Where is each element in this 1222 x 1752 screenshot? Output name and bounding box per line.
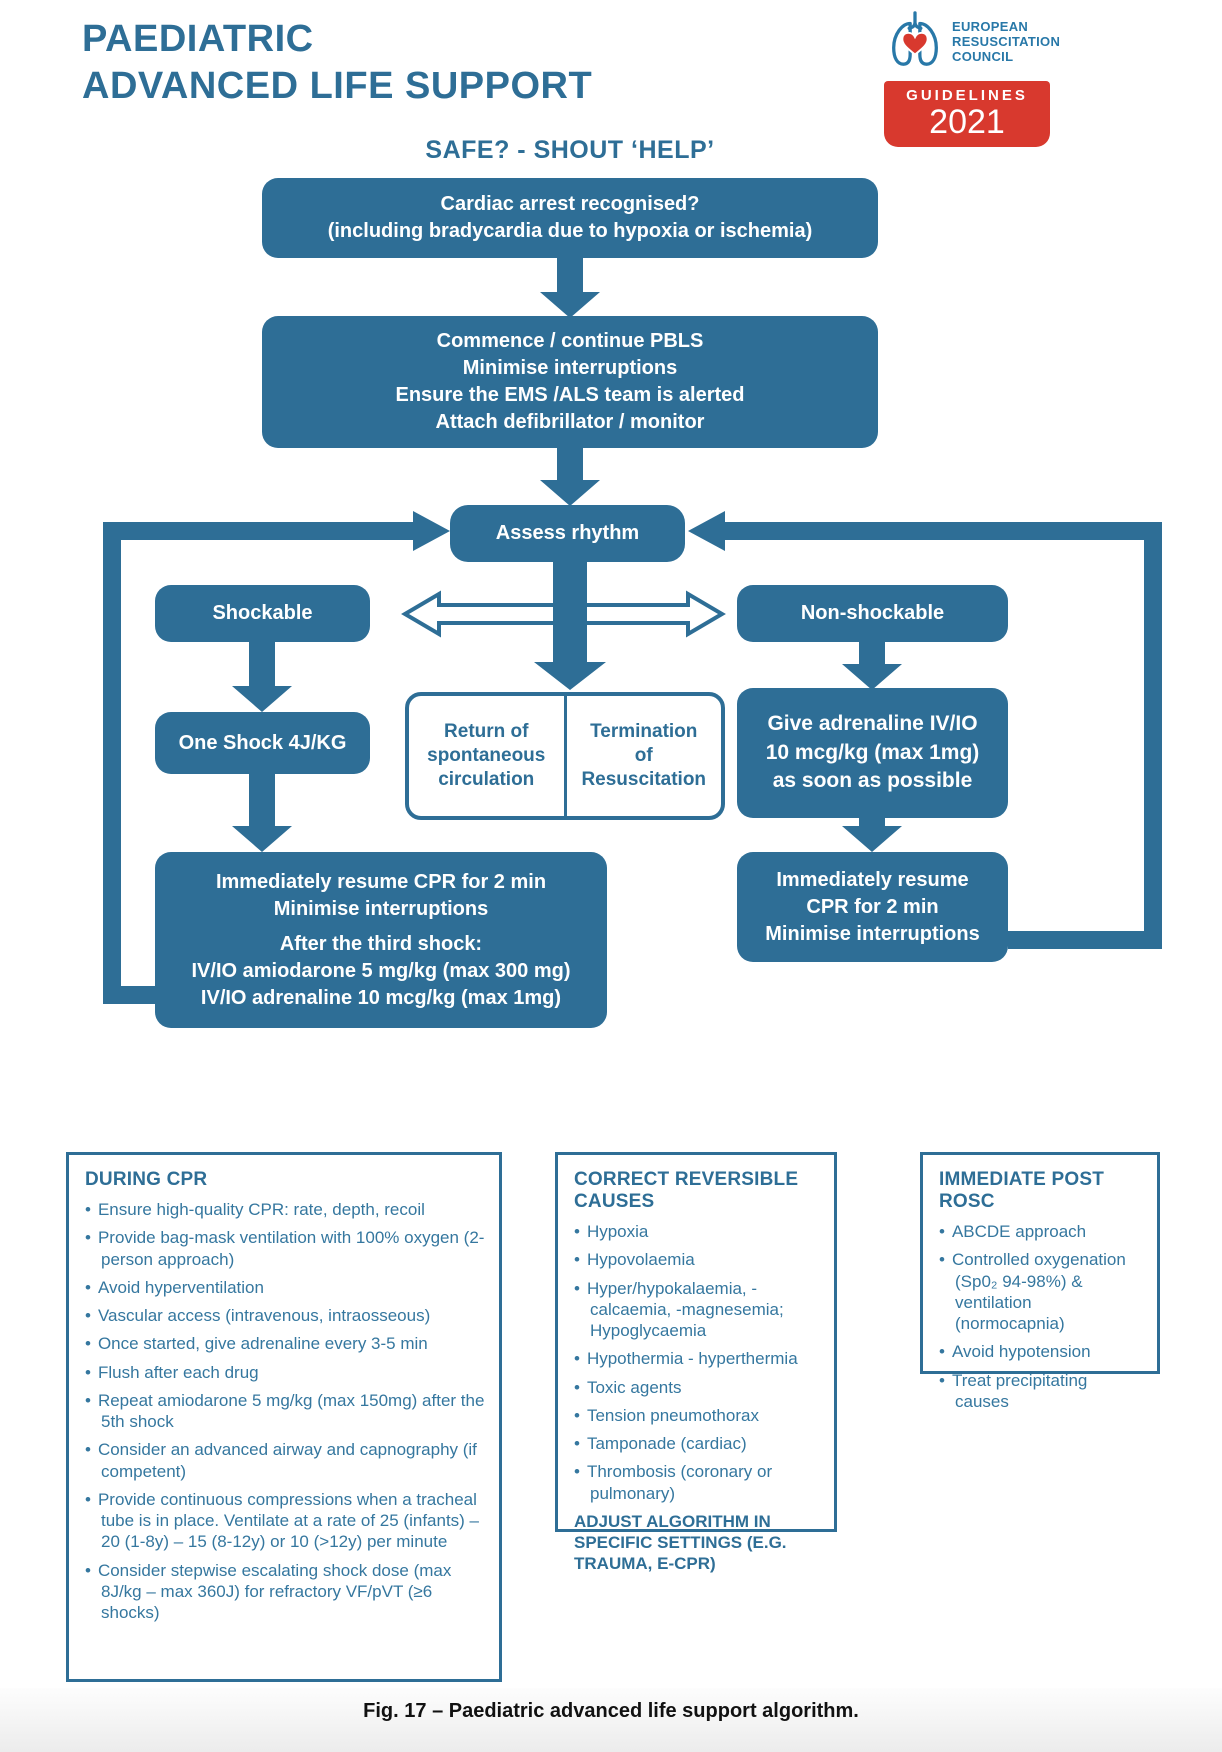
resume-cpr-shockable-bottom xyxy=(191,931,570,1012)
termination-line: of xyxy=(634,745,653,767)
arrow-adrenaline-to-resume xyxy=(842,816,902,852)
post-rosc-panel xyxy=(920,1152,1160,1411)
during-cpr-item: • Ensure high-quality CPR: rate, depth, recoil xyxy=(85,1199,485,1220)
safety-heading: SAFE? - SHOUT ‘HELP’ xyxy=(425,136,715,164)
give-adrenaline-line: Give adrenaline IV/IO xyxy=(767,712,978,736)
commence-pbls-line: Ensure the EMS /ALS team is alerted xyxy=(395,384,745,406)
post-rosc-item: • Avoid hypotension xyxy=(939,1341,1143,1362)
reversible-causes-panel xyxy=(555,1152,837,1574)
post-rosc-list xyxy=(939,1221,1143,1412)
arrow-pbls-to-assess xyxy=(540,446,600,506)
rosc-line: Return of xyxy=(444,721,529,743)
rosc-line: circulation xyxy=(438,768,535,790)
assess-rhythm-box xyxy=(450,505,685,562)
commence-pbls-box xyxy=(262,316,878,448)
resume-cpr-line: Minimise interruptions xyxy=(273,897,489,920)
return-of-spontaneous-circulation-cell xyxy=(409,696,567,816)
arrow-cardiac-to-pbls xyxy=(540,256,600,318)
post-rosc-item: • Treat precipitating causes xyxy=(939,1370,1143,1413)
resume-cpr-nonshockable-box xyxy=(737,852,1008,962)
during-cpr-item: • Repeat amiodarone 5 mg/kg (max 150mg) after the 5th shock xyxy=(85,1390,485,1433)
post-rosc-item: • Controlled oxygenation (Sp0₂ 94-98%) & ventilation (normocapnia) xyxy=(939,1249,1143,1334)
commence-pbls-line: Attach defibrillator / monitor xyxy=(435,411,705,433)
erc-lungs-heart-logo-icon xyxy=(884,8,946,75)
non-shockable-box xyxy=(737,585,1008,642)
during-cpr-item: • Consider stepwise escalating shock dose (max 8J/kg – max 360J) for refractory VF/pVT (≥6 shocks) xyxy=(85,1560,485,1624)
during-cpr-item: • Vascular access (intravenous, intraosseous) xyxy=(85,1305,485,1326)
reversible-causes-item: • Hypoxia xyxy=(574,1221,820,1242)
arrow-shockable-to-oneshock xyxy=(232,640,292,712)
reversible-causes-item: • Thrombosis (coronary or pulmonary) xyxy=(574,1461,820,1504)
termination-of-resuscitation-cell xyxy=(567,696,722,816)
during-cpr-item: • Flush after each drug xyxy=(85,1362,485,1383)
reversible-causes-title: CORRECT REVERSIBLE CAUSES xyxy=(574,1169,799,1212)
give-adrenaline-line: as soon as possible xyxy=(772,769,973,793)
during-cpr-panel xyxy=(66,1152,502,1682)
commence-pbls-line: Commence / continue PBLS xyxy=(436,330,704,352)
resume-cpr-line: IV/IO amiodarone 5 mg/kg (max 300 mg) xyxy=(191,959,571,982)
shockable-label: Shockable xyxy=(212,602,313,624)
commence-pbls-line: Minimise interruptions xyxy=(462,357,678,379)
resume-cpr-line: IV/IO adrenaline 10 mcg/kg (max 1mg) xyxy=(200,986,562,1009)
give-adrenaline-box xyxy=(737,688,1008,818)
reversible-causes-item: • Tension pneumothorax xyxy=(574,1405,820,1426)
adjust-algorithm-note: ADJUST ALGORITHM IN SPECIFIC SETTINGS (E.G. TRAUMA, E-CPR) xyxy=(574,1511,787,1574)
resume-cpr-line: After the third shock: xyxy=(279,932,483,955)
during-cpr-title: DURING CPR xyxy=(85,1169,208,1190)
erc-org-name-line: EUROPEAN xyxy=(952,18,1029,34)
during-cpr-item: • Provide continuous compressions when a tracheal tube is in place. Ventilate at a rate of 25 (infants) – 20 (1-8y) – 15 (8-12y) or 10 (>12y) per minute xyxy=(85,1489,485,1553)
cardiac-arrest-box xyxy=(262,178,878,258)
figure-caption: Fig. 17 – Paediatric advanced life support algorithm. xyxy=(363,1700,859,1722)
post-rosc-title: IMMEDIATE POST ROSC xyxy=(939,1169,1105,1212)
rosc-termination-box xyxy=(405,692,725,820)
arrow-nonshockable-to-adrenaline xyxy=(842,640,902,690)
page-title xyxy=(82,16,592,110)
guidelines-2021-badge xyxy=(884,81,1050,147)
erc-org-name-line: COUNCIL xyxy=(952,49,1014,65)
cardiac-arrest-line: Cardiac arrest recognised? xyxy=(440,193,700,215)
arrow-oneshock-to-resume xyxy=(232,772,292,852)
reversible-causes-list xyxy=(574,1221,820,1504)
during-cpr-item: • Provide bag-mask ventilation with 100% oxygen (2-person approach) xyxy=(85,1227,485,1270)
shockable-box xyxy=(155,585,370,642)
reversible-causes-item: • Tamponade (cardiac) xyxy=(574,1433,820,1454)
guidelines-label: GUIDELINES xyxy=(906,87,1028,104)
termination-line: Termination xyxy=(590,721,698,743)
during-cpr-list xyxy=(85,1199,485,1623)
resume-cpr-line: Immediately resume CPR for 2 min xyxy=(215,870,547,893)
during-cpr-item: • Avoid hyperventilation xyxy=(85,1277,485,1298)
post-rosc-item: • ABCDE approach xyxy=(939,1221,1143,1242)
non-shockable-label: Non-shockable xyxy=(800,602,945,624)
resume-cpr-line: CPR for 2 min xyxy=(806,895,939,918)
give-adrenaline-line: 10 mcg/kg (max 1mg) xyxy=(765,740,980,764)
erc-logo xyxy=(884,8,1061,147)
during-cpr-item: • Consider an advanced airway and capnography (if competent) xyxy=(85,1439,485,1482)
cardiac-arrest-line: (including bradycardia due to hypoxia or ischemia) xyxy=(327,220,813,242)
one-shock-label: One Shock 4J/KG xyxy=(178,731,347,754)
reversible-causes-item: • Hypothermia - hyperthermia xyxy=(574,1348,820,1369)
erc-org-name-line: RESUSCITATION xyxy=(952,33,1061,49)
reversible-causes-item: • Hyper/hypokalaemia, -calcaemia, -magnesemia; Hypoglycaemia xyxy=(574,1278,820,1342)
assess-rhythm-label: Assess rhythm xyxy=(495,522,640,544)
arrow-assess-to-rosc xyxy=(534,555,606,690)
guidelines-year: 2021 xyxy=(929,103,1005,141)
reversible-causes-item: • Toxic agents xyxy=(574,1377,820,1398)
termination-line: Resuscitation xyxy=(581,768,707,790)
resume-cpr-shockable-top xyxy=(216,869,546,923)
erc-org-name xyxy=(952,19,1060,65)
during-cpr-item: • Once started, give adrenaline every 3-5 min xyxy=(85,1333,485,1354)
one-shock-box xyxy=(155,712,370,774)
resume-cpr-shockable-box xyxy=(155,852,607,1028)
reversible-causes-item: • Hypovolaemia xyxy=(574,1249,820,1270)
shockable-nonshockable-double-arrow xyxy=(405,594,722,634)
rosc-line: spontaneous xyxy=(427,745,546,767)
page-title-line: ADVANCED LIFE SUPPORT xyxy=(82,65,593,108)
resume-cpr-line: Immediately resume xyxy=(776,868,969,891)
resume-cpr-line: Minimise interruptions xyxy=(765,922,980,945)
page-title-line: PAEDIATRIC xyxy=(82,18,314,60)
